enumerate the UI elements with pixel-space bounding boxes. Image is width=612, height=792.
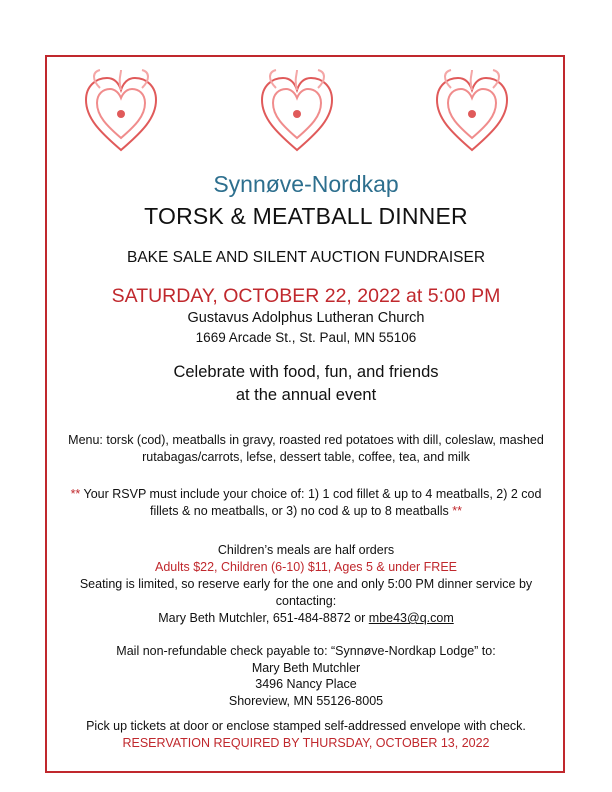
children-meal-note: Children’s meals are half orders — [217, 543, 395, 557]
pickup-note: Pick up tickets at door or enclose stamped self-addressed envelope with check. — [86, 719, 526, 733]
mail-street: 3496 Nancy Place — [255, 677, 357, 691]
seating-note: Seating is limited, so reserve early for the one and only 5:00 PM dinner service by contacting: — [79, 577, 533, 608]
organization-name: Synnøve-Nordkap — [213, 171, 399, 197]
event-date-time: SATURDAY, OCTOBER 22, 2022 at 5:00 PM — [111, 285, 501, 307]
tagline-line-1: Celebrate with food, fun, and friends — [173, 363, 439, 381]
mail-city: Shoreview, MN 55126-8005 — [228, 693, 384, 708]
tagline-line-2: at the annual event — [235, 386, 377, 404]
event-address: 1669 Arcade St., St. Paul, MN 55106 — [195, 330, 417, 345]
event-title: TORSK & MEATBALL DINNER — [144, 203, 468, 229]
rsvp-marker-end: ** — [452, 503, 462, 518]
mail-recipient-name: Mary Beth Mutchler — [251, 660, 361, 675]
reservation-deadline: RESERVATION REQUIRED BY THURSDAY, OCTOBER 13, 2022 — [122, 736, 490, 750]
ornamental-heart-icon — [80, 68, 162, 156]
rsvp-requirements — [55, 486, 557, 519]
contact-name-phone: Mary Beth Mutchler, 651-484-8872 or — [158, 611, 369, 625]
heart-ornaments — [0, 68, 612, 158]
rsvp-text: Your RSVP must include your choice of: 1) 1 cod fillet & up to 4 meatballs, 2) 2 cod fillets & no meatballs, or 3) no cod & up to 8 meatballs — [80, 487, 542, 518]
event-venue: Gustavus Adolphus Lutheran Church — [187, 310, 425, 326]
rsvp-marker-start: ** — [70, 487, 81, 501]
contact-email-link[interactable]: mbe43@q.com — [368, 611, 454, 625]
mail-instructions — [55, 643, 557, 709]
event-subtitle: BAKE SALE AND SILENT AUCTION FUNDRAISER — [126, 249, 486, 266]
mail-instruction-text: Mail non-refundable check payable to: “Synnøve-Nordkap Lodge” to: — [116, 644, 496, 658]
ornamental-heart-icon — [256, 68, 338, 156]
ticket-prices: Adults $22, Children (6-10) $11, Ages 5 & under FREE — [154, 560, 458, 574]
ornamental-heart-icon — [431, 68, 513, 156]
menu-description: Menu: torsk (cod), meatballs in gravy, roasted red potatoes with dill, coleslaw, mashed rutabagas/carrots, lefse, dessert table, coffee, tea, and milk — [68, 433, 544, 464]
contact-line — [55, 610, 557, 627]
